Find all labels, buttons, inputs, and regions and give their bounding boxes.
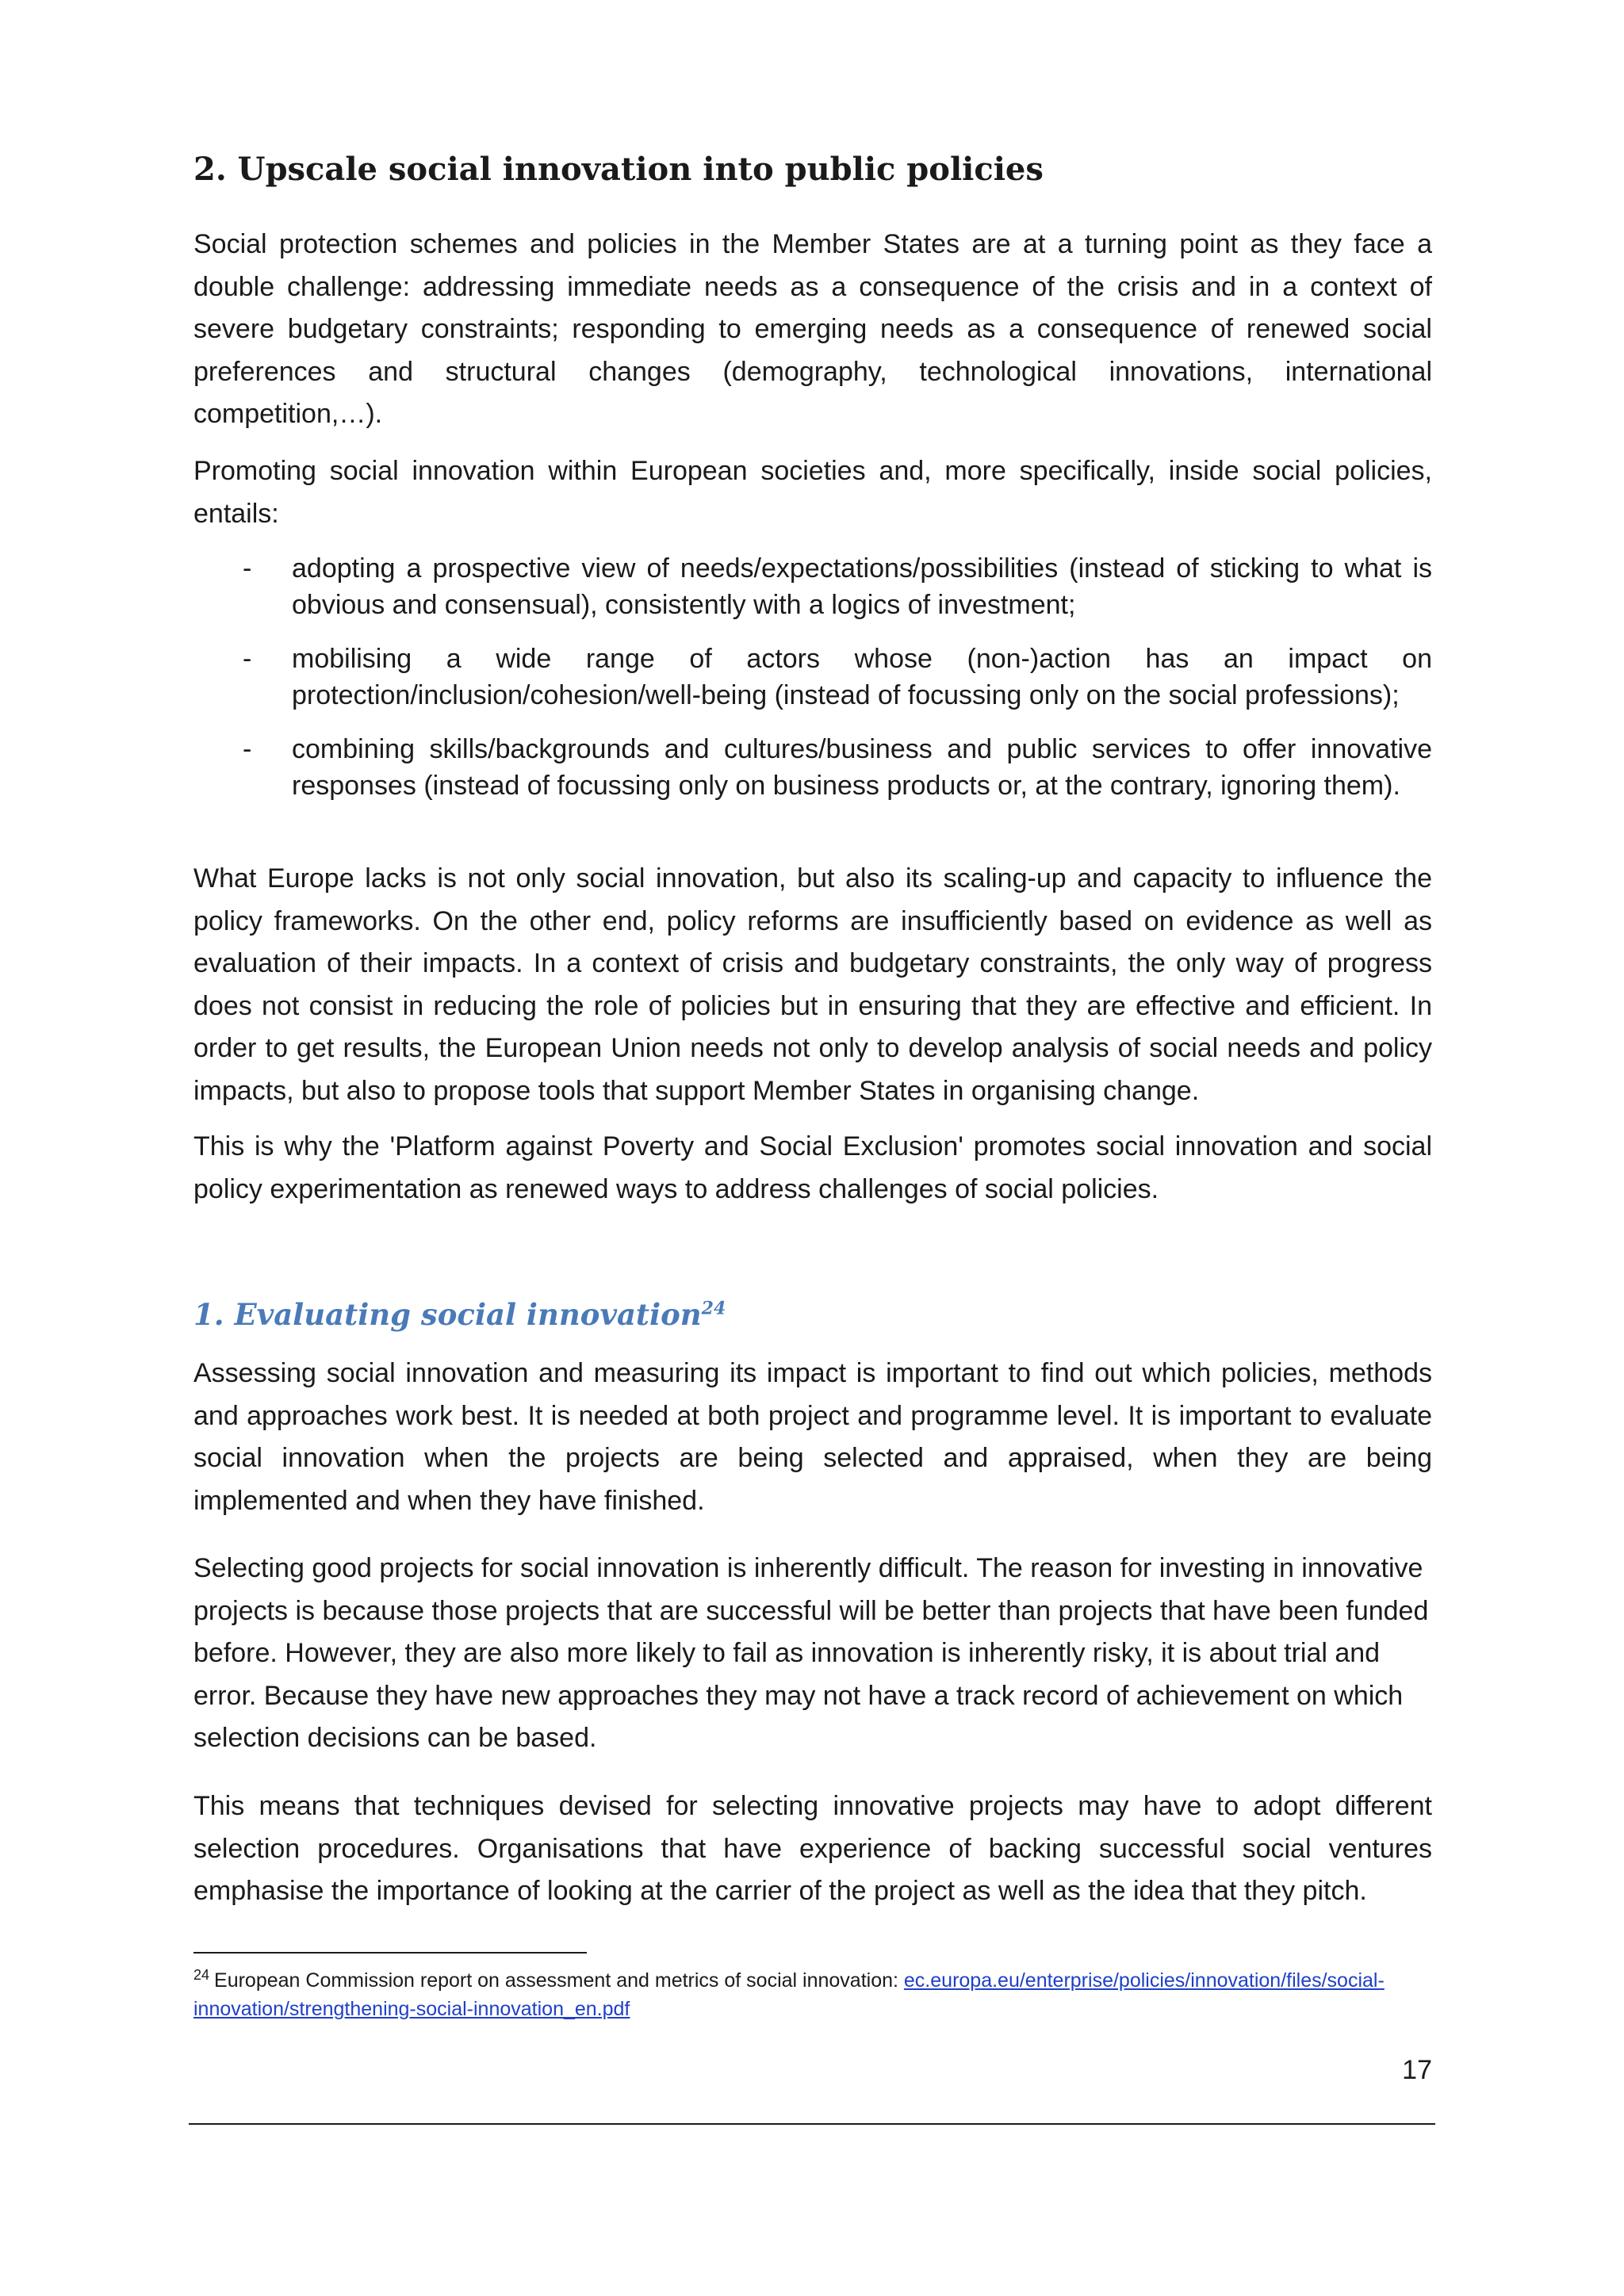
bullet-text: combining skills/backgrounds and cultures/business and public services to offer innovative responses (instead of focussing only on business products or, at the contrary, ignoring them). [292, 734, 1432, 801]
selecting-paragraph: Selecting good projects for social innovation is inherently difficult. The reason for investing in innovative projects is because those projects that are successful will be better than projects that have been funded before. However, they are also more likely to fail as innovation is inherently risky, it is about trial and error. Because they have new approaches they may not have a track record of achievement on which selection decisions can be based. [193, 1553, 1429, 1753]
assessing-paragraph: Assessing social innovation and measuring its impact is important to find out which policies, methods and approaches work best. It is needed at both project and programme level. It is important to evaluate social innovation when the projects are being selected and appraised, when they are being implemented and when they have finished. [193, 1358, 1432, 1516]
bullet-text: adopting a prospective view of needs/expectations/possibilities (instead of sticking to what is obvious and consensual), consistently with a logics of investment; [292, 553, 1432, 620]
bullet-list [193, 550, 1432, 821]
bottom-rule [189, 2123, 1435, 2125]
list-item [193, 641, 1432, 714]
footnote-reference[interactable]: 24 [701, 1298, 726, 1319]
intro-paragraph: Social protection schemes and policies in the Member States are at a turning point as they face a double challenge: addressing immediate needs as a consequence of the crisis and in a context of severe budgetary constraints; responding to emerging needs as a consequence of renewed social preferences and structural changes (demography, technological innovations, international competition,…). [193, 229, 1432, 429]
footnote [193, 1966, 1432, 2023]
footnote-link[interactable]: ec.europa.eu/enterprise/policies/innovation/files/social-innovation/strengthening-social-innovation_en.pdf [193, 1969, 1385, 2020]
europe-lacks-paragraph: What Europe lacks is not only social innovation, but also its scaling-up and capacity to influence the policy frameworks. On the other end, policy reforms are insufficiently based on evidence as well as evaluation of their impacts. In a context of crisis and budgetary constraints, the only way of progress does not consist in reducing the role of policies but in ensuring that they are effective and efficient. In order to get results, the European Union needs not only to develop analysis of social needs and policy impacts, but also to propose tools that support Member States in organising change. [193, 863, 1432, 1106]
footnote-text: European Commission report on assessment and metrics of social innovation: [214, 1969, 904, 1992]
footnote-separator [193, 1952, 587, 1954]
section-title: 2. Upscale social innovation into public policies [193, 151, 1044, 188]
subsection-title-text: 1. Evaluating social innovation [193, 1297, 702, 1332]
list-item [193, 550, 1432, 623]
bullet-dash: - [243, 644, 252, 674]
footnote-number: 24 [193, 1966, 210, 1983]
platform-paragraph: This is why the 'Platform against Poverty and Social Exclusion' promotes social innovation and social policy experimentation as renewed ways to address challenges of social policies. [193, 1131, 1432, 1204]
subsection-title [193, 1297, 726, 1332]
bullet-dash: - [243, 553, 252, 584]
page-number: 17 [1402, 2055, 1432, 2085]
bullet-dash: - [243, 734, 252, 764]
list-item [193, 731, 1432, 804]
bullet-text: mobilising a wide range of actors whose (non-)action has an impact on protection/inclusion/cohesion/well-being (instead of focussing only on the social professions); [292, 644, 1432, 710]
techniques-paragraph: This means that techniques devised for selecting innovative projects may have to adopt different selection procedures. Organisations that have experience of backing successful social ventures emphasise the importance of looking at the carrier of the project as well as the idea that they pitch. [193, 1791, 1432, 1906]
promoting-paragraph: Promoting social innovation within European societies and, more specifically, inside social policies, entails: [193, 456, 1432, 529]
